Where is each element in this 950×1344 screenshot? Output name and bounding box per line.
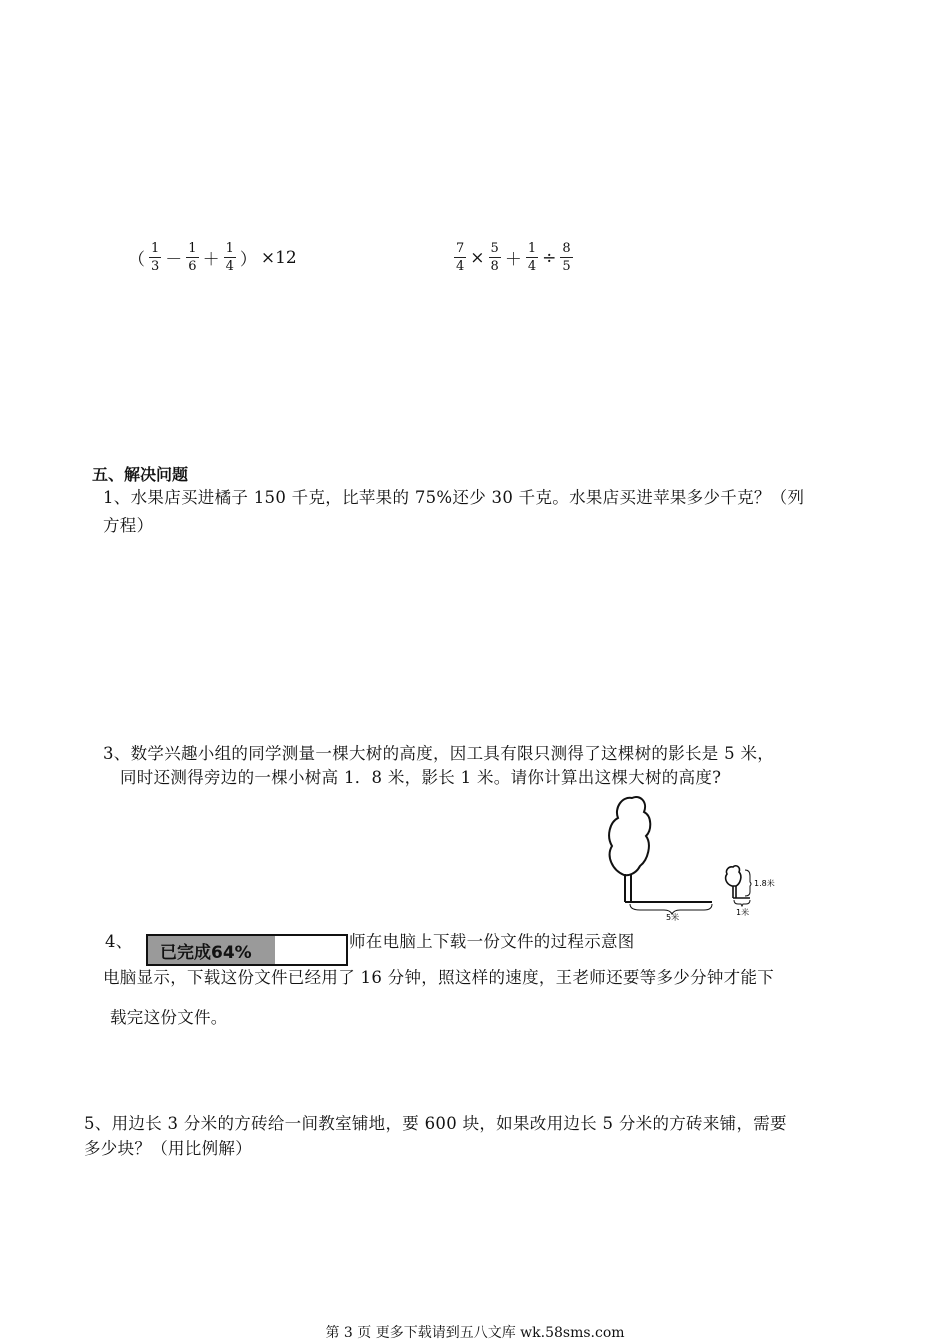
page-footer: 第 3 页 更多下载请到五八文库 wk.58sms.com xyxy=(325,1325,625,1341)
fraction: $\frac{5}{8}$ xyxy=(490,241,499,274)
fraction: $\frac{1}{6}$ xyxy=(188,241,197,274)
question-4-line-1: 师在电脑上下载一份文件的过程示意图 xyxy=(349,932,635,951)
question-4-line-2: 电脑显示，下载这份文件已经用了 16 分钟，照这样的速度，王老师还要等多少分钟才能下 xyxy=(103,968,775,987)
question-5-line-1: 5、用边长 3 分米的方砖给一间教室铺地，要 600 块，如果改用边长 5 分米的方砖来铺，需要 xyxy=(84,1114,787,1133)
small-tree-crown xyxy=(726,866,741,886)
fraction: $\frac{1}{3}$ xyxy=(151,241,160,274)
paren-close: ） xyxy=(239,250,257,270)
paren-open: （ xyxy=(128,250,145,270)
small-height-label: 1.8米 xyxy=(754,879,775,888)
fraction: $\frac{8}{5}$ xyxy=(562,241,571,274)
question-3-line-2: 同时还测得旁边的一棵小树高 1．8 米，影长 1 米。请你计算出这棵大树的高度? xyxy=(120,768,722,787)
fraction: $\frac{1}{4}$ xyxy=(225,241,234,274)
expression-1: （ $\frac{1}{3}$ － $\frac{1}{6}$ ＋ $\frac{1}{4}$ ） ×12 xyxy=(128,241,297,274)
small-shadow-brace xyxy=(734,900,750,906)
question-4-line-3: 载完这份文件。 xyxy=(110,1008,228,1027)
question-5-line-2: 多少块？（用比例解） xyxy=(84,1139,252,1158)
progress-fill: 已完成64% xyxy=(148,936,275,964)
fraction: $\frac{1}{4}$ xyxy=(527,241,537,274)
small-tree-trunk xyxy=(733,886,736,898)
question-3-line-1: 3、数学兴趣小组的同学测量一棵大树的高度，因工具有限只测得了这棵树的影长是 5 米， xyxy=(103,744,775,763)
small-height-brace xyxy=(745,870,751,896)
big-tree-crown xyxy=(609,797,650,875)
big-shadow-label: 5米 xyxy=(666,913,680,922)
small-shadow-label: 1米 xyxy=(736,908,750,917)
tree-shadow-figure xyxy=(600,790,810,925)
big-tree-trunk xyxy=(625,874,631,902)
question-1-line-2: 方程） xyxy=(103,516,154,535)
question-4-number: 4、 xyxy=(105,932,133,951)
section-heading: 五、解决问题 xyxy=(92,465,189,484)
download-progress-bar xyxy=(146,934,348,966)
fraction: $\frac{7}{4}$ xyxy=(456,241,465,274)
question-1-line-1: 1、水果店买进橘子 150 千克，比苹果的 75%还少 30 千克。水果店买进苹果多少千克？（列 xyxy=(103,488,805,507)
expression-2: $\frac{7}{4}$ × $\frac{5}{8}$ ＋ $\frac{1}{4}$ ÷ $\frac{8}{5}$ xyxy=(456,241,571,274)
